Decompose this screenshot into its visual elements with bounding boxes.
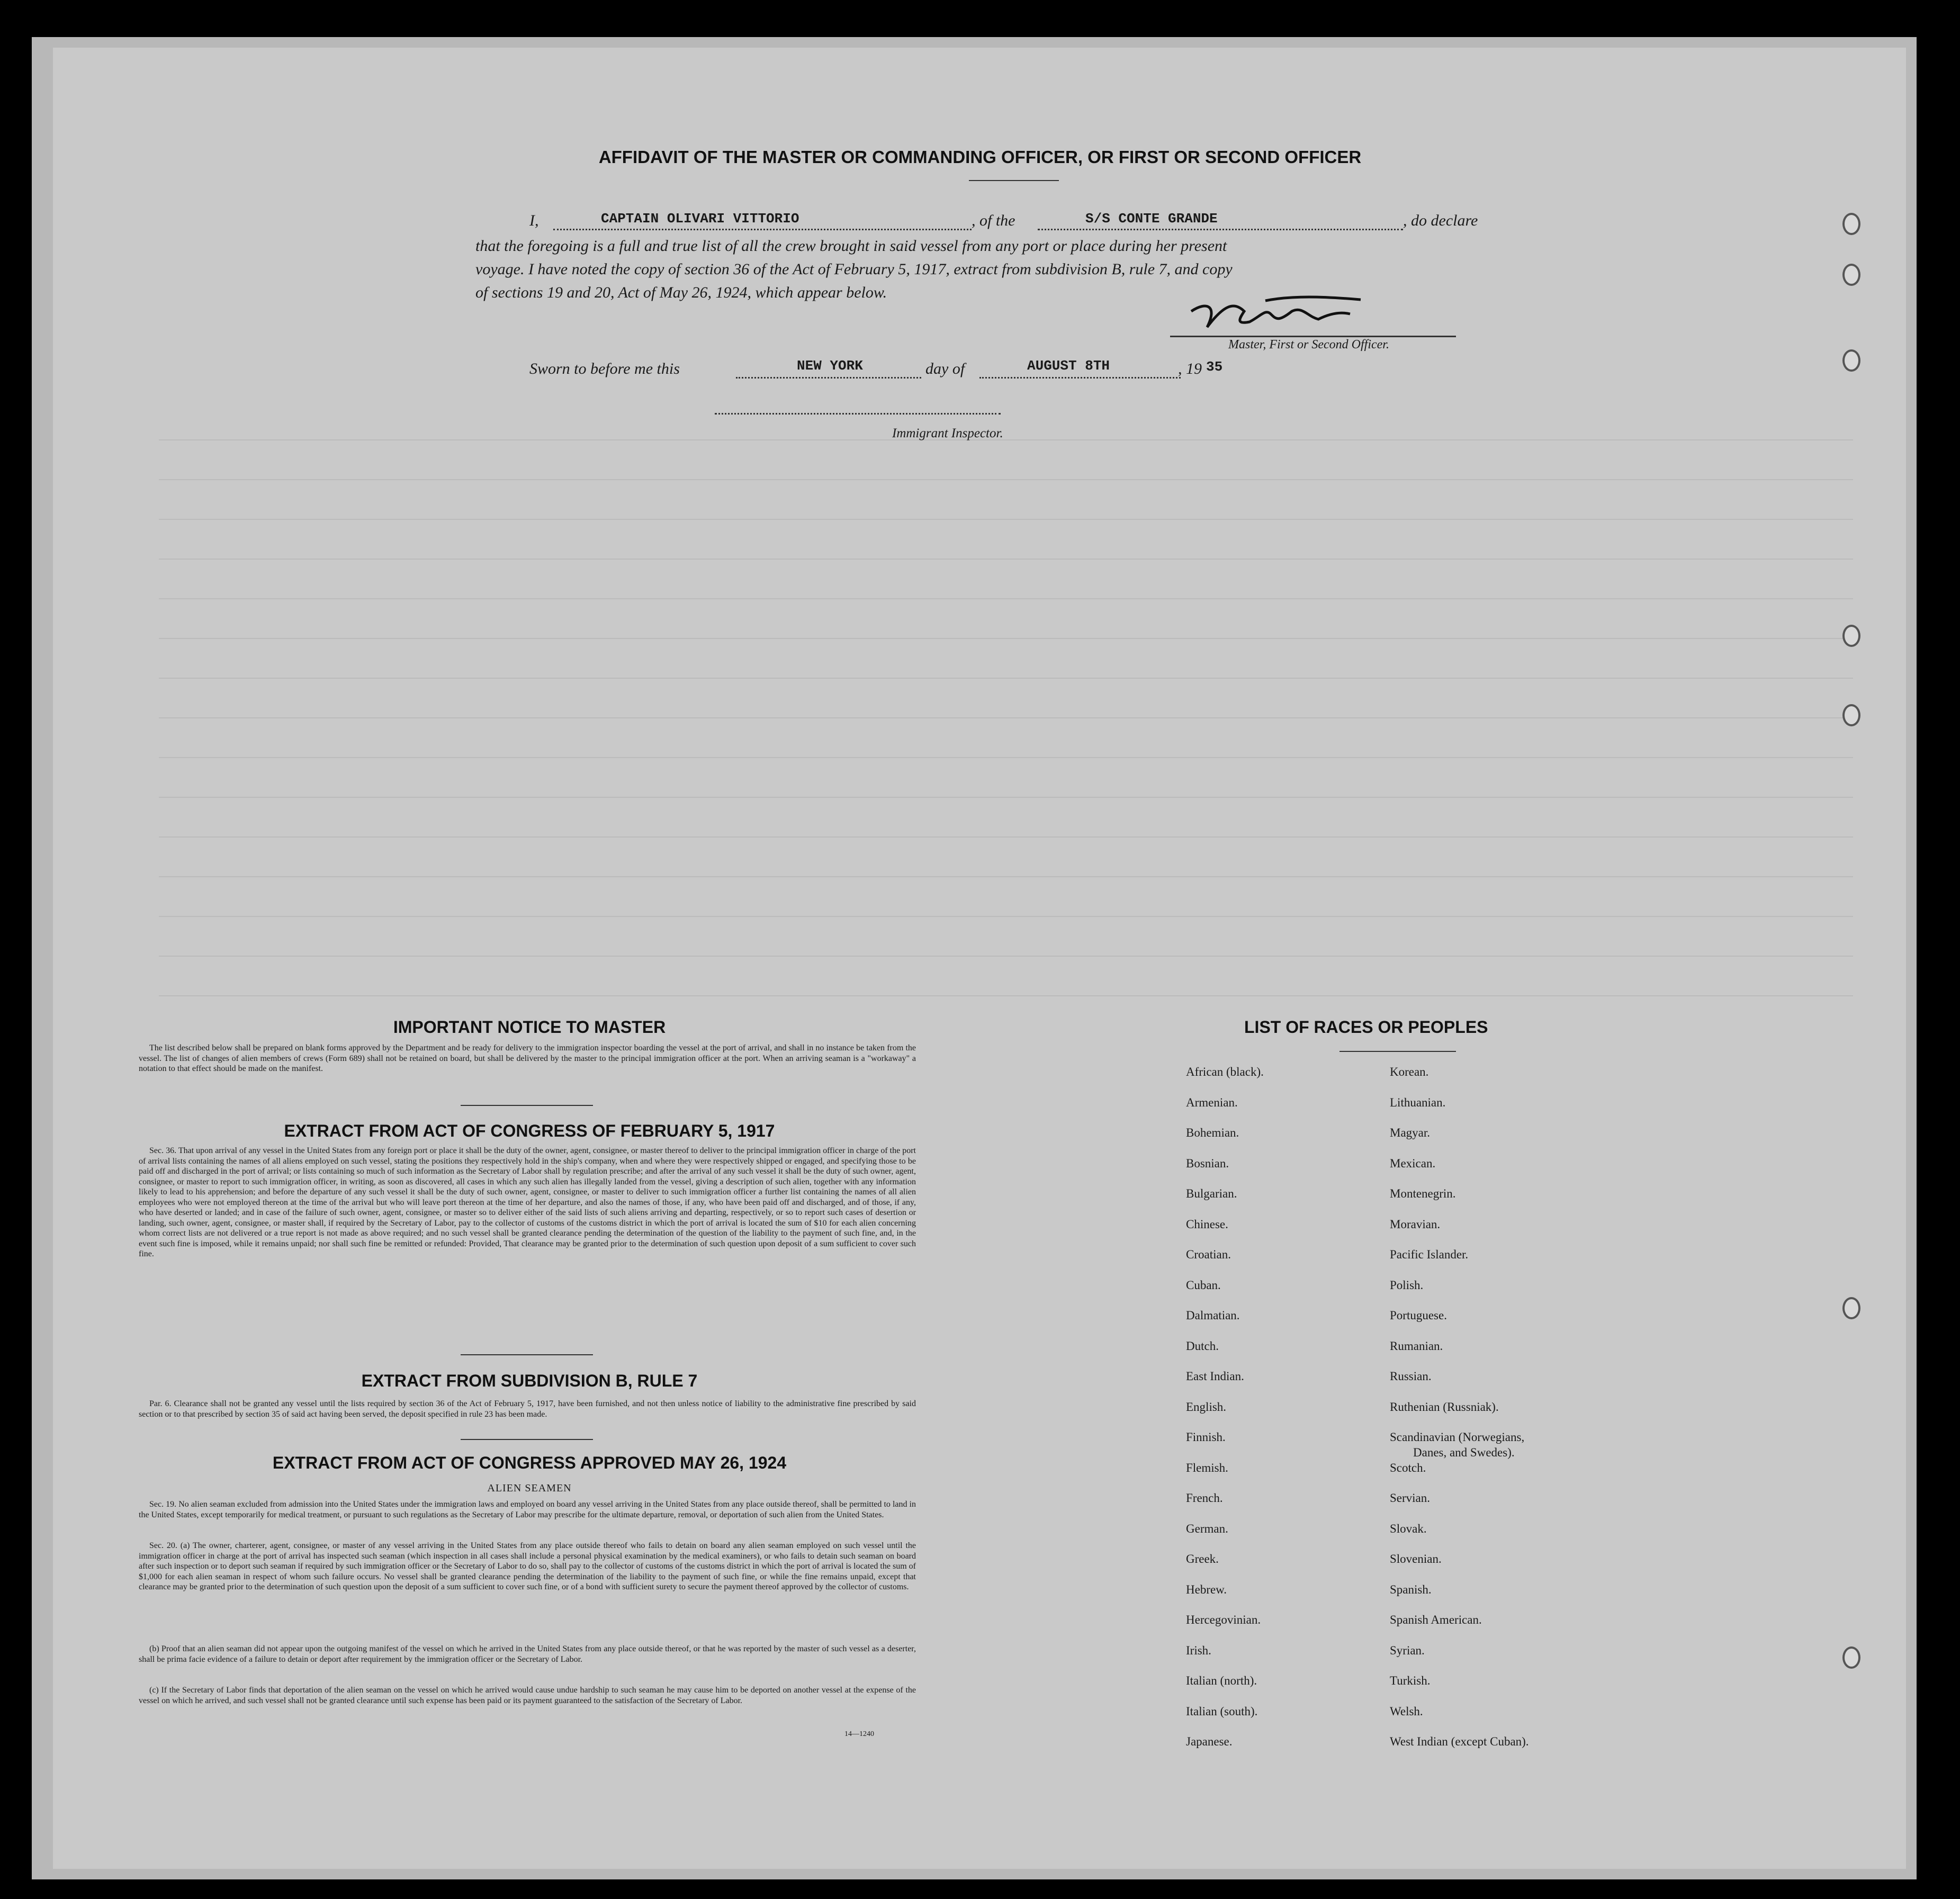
inspector-signature-line — [715, 413, 1001, 415]
binder-hole — [1842, 264, 1860, 286]
affidavit-line-3: voyage. I have noted the copy of section 36 of the Act of February 5, 1917, extract from subdivision B, rule 7, and copy — [475, 260, 1233, 278]
sworn-place-line — [736, 377, 921, 379]
notice-title: IMPORTANT NOTICE TO MASTER — [393, 1018, 666, 1037]
race-item: Moravian. — [1390, 1217, 1441, 1231]
race-item: Korean. — [1390, 1065, 1429, 1078]
vessel-name: S/S CONTE GRANDE — [1085, 211, 1218, 227]
declare-label: , do declare — [1403, 212, 1478, 229]
race-item: Armenian. — [1186, 1095, 1238, 1109]
race-item: Spanish American. — [1390, 1613, 1482, 1626]
notice-rule — [461, 1105, 593, 1106]
sworn-date-line — [979, 377, 1181, 379]
binder-hole — [1842, 704, 1860, 726]
race-item: Bosnian. — [1186, 1156, 1229, 1170]
race-item: Japanese. — [1186, 1735, 1233, 1748]
title-rule — [969, 180, 1059, 181]
race-item: Ruthenian (Russniak). — [1390, 1400, 1499, 1414]
of-the-label: , of the — [972, 212, 1015, 229]
affidavit-line-2: that the foregoing is a full and true list of all the crew brought in said vessel from any port or place during her present — [475, 237, 1227, 255]
extract-rule7-rule — [461, 1439, 593, 1440]
race-item: Irish. — [1186, 1643, 1211, 1657]
race-item: Portuguese. — [1390, 1309, 1447, 1322]
signature-line — [1170, 336, 1456, 337]
race-item: Magyar. — [1390, 1126, 1431, 1139]
binder-hole — [1842, 349, 1860, 372]
officer-name: CAPTAIN OLIVARI VITTORIO — [601, 211, 799, 227]
master-signature — [1186, 290, 1440, 343]
affidavit-i-label: I, — [529, 212, 539, 229]
race-item: Chinese. — [1186, 1217, 1228, 1231]
race-item: Finnish. — [1186, 1430, 1226, 1444]
race-item: Rumanian. — [1390, 1339, 1443, 1353]
extract-1924-subtitle: ALIEN SEAMEN — [487, 1482, 572, 1494]
extract-1924-sec20c: (c) If the Secretary of Labor finds that deportation of the alien seaman on the vessel on which he arrived would cause undue hardship to such seaman he may cause him to be deported on another vessel at the expense of the vessel on which he arrived, and such vessel shall not be granted clearance until such expense has been paid or its payment guaranteed to the satisfaction of the Secretary of Labor. — [139, 1686, 916, 1705]
race-item: Flemish. — [1186, 1461, 1228, 1474]
race-item: English. — [1186, 1400, 1227, 1414]
race-item: Italian (south). — [1186, 1704, 1258, 1718]
form-number: 14—1240 — [844, 1730, 874, 1738]
extract-1924-sec19: Sec. 19. No alien seaman excluded from admission into the United States under the immigration laws and employed on board any vessel arriving in the United States from any place outside thereof, shall be permitted to land in the United States, except temporarily for medical treatment, or pursuant to such regulations as the Secretary of Labor may prescribe for the ultimate departure, removal, or deportation of such alien from the United States. — [139, 1500, 916, 1519]
race-item: Lithuanian. — [1390, 1095, 1446, 1109]
race-item: Mexican. — [1390, 1156, 1436, 1170]
race-item: Montenegrin. — [1390, 1187, 1456, 1200]
race-item: Dalmatian. — [1186, 1309, 1240, 1322]
race-item: Spanish. — [1390, 1582, 1432, 1596]
extract-1924-sec20b: (b) Proof that an alien seaman did not appear upon the outgoing manifest of the vessel on which he arrived in the United States from any place outside thereof, or that he was reported by the master of such vessel as a deserter, shall be prima facie evidence of a failure to detain or deport after requirement by the immigration officer or the Secretary of Labor. — [139, 1644, 916, 1664]
extract-1917-text: Sec. 36. That upon arrival of any vessel in the United States from any foreign port or place it shall be the duty of the owner, agent, consignee, or master thereof to deliver to the principal immigration officer in charge of the port of arrival lists containing the names of all aliens employed on such vessel, stating the positions they respectively hold in the ship's company, when and where they were respectively shipped or engaged, and specifying those to be paid off and discharged in the port of arrival; or lists containing so much of such information as the Secretary of Labor shall by regulation prescribe; and after the arrival of any such vessel it shall be the duty of such owner, agent, consignee, or master to report to such immigration officer, in writing, as soon as discovered, all cases in which any such alien has illegally landed from the vessel, giving a description of such alien, together with any information likely to lead to his apprehension; and before the departure of any such vessel it shall be the duty of such owner, agent, consignee, or master to deliver to such immigration officer a further list containing the names of all alien employees who were not employed thereon at the time of the arrival but who will leave port thereon at the time of her departure, and also the names of those, if any, who have been paid off and discharged, and of those, if any, who have deserted or landed; and in case of the failure of such owner, agent, consignee, or master so to deliver either of the said lists of such aliens arriving and departing, respectively, or so to report such cases of desertion or landing, such owner, agent, consignee, or master shall, if required by the Secretary of Labor, pay to the collector of customs of the customs district in which the port of arrival is located the sum of $10 for each alien concerning whom correct lists are not delivered or a true report is not made as above required; and no such vessel shall be granted clearance pending the determination of the question of the liability to the payment of such fine, and, in the event such fine is imposed, while it remains unpaid; nor shall such fine be remitted or refunded: Provided, That clearance may be granted prior to the determination of such question upon deposit of a sum sufficient to cover such fine. — [139, 1146, 916, 1258]
race-item: Scotch. — [1390, 1461, 1426, 1474]
extract-1917-title: EXTRACT FROM ACT OF CONGRESS OF FEBRUARY 5, 1917 — [284, 1121, 775, 1140]
race-item: West Indian (except Cuban). — [1390, 1735, 1529, 1748]
sworn-place: NEW YORK — [797, 358, 863, 374]
race-item: Italian (north). — [1186, 1674, 1257, 1687]
extract-1917-rule — [461, 1354, 593, 1355]
race-item: Polish. — [1390, 1278, 1424, 1292]
race-item: Slovenian. — [1390, 1552, 1442, 1565]
sworn-date: AUGUST 8TH — [1027, 358, 1110, 374]
race-item: Cuban. — [1186, 1278, 1221, 1292]
binder-hole — [1842, 213, 1860, 235]
binder-hole — [1842, 1297, 1860, 1319]
race-item: East Indian. — [1186, 1370, 1244, 1383]
race-item: Croatian. — [1186, 1248, 1231, 1261]
race-item: Welsh. — [1390, 1704, 1423, 1718]
race-item: Bulgarian. — [1186, 1187, 1237, 1200]
extract-1924-sec20a: Sec. 20. (a) The owner, charterer, agent, consignee, or master of any vessel arriving in the United States from any place outside thereof who fails to detain on board any alien seaman employed on such vessel until the immigration officer in charge at the port of arrival has inspected such seaman (which inspection in all cases shall include a personal physical examination by the medical examiners), or who fails to detain such seaman on board after such inspection or to deport such seaman if required by such immigration officer or the Secretary of Labor to do so, shall pay to the collector of customs of the customs district in which the port of arrival is located the sum of $1,000 for each alien seaman in respect of whom such failure occurs. No vessel shall be granted clearance pending the determination of the liability to the payment of such fine, or while the fine remains unpaid, except that clearance may be granted prior to the determination of such question upon the deposit of a sum sufficient to cover such fine, or of a bond with sufficient surety to secure the payment thereof approved by the collector of customs. — [139, 1541, 916, 1591]
race-item: Hercegovinian. — [1186, 1613, 1261, 1626]
races-title: LIST OF RACES OR PEOPLES — [1244, 1018, 1488, 1037]
extract-rule7-title: EXTRACT FROM SUBDIVISION B, RULE 7 — [361, 1371, 698, 1390]
day-of-label: day of — [925, 360, 965, 377]
affidavit-title: AFFIDAVIT OF THE MASTER OR COMMANDING OFFICER, OR FIRST OR SECOND OFFICER — [598, 147, 1362, 167]
race-item: African (black). — [1186, 1065, 1264, 1078]
officer-name-line — [553, 229, 972, 230]
race-item: Dutch. — [1186, 1339, 1219, 1353]
race-item: Hebrew. — [1186, 1582, 1227, 1596]
races-rule — [1339, 1051, 1456, 1052]
race-item: Danes, and Swedes). — [1413, 1445, 1515, 1459]
race-item: Turkish. — [1390, 1674, 1431, 1687]
manifest-page — [53, 48, 1906, 1869]
binder-hole — [1842, 1646, 1860, 1669]
extract-1924-title: EXTRACT FROM ACT OF CONGRESS APPROVED MAY 26, 1924 — [272, 1453, 787, 1472]
race-item: Scandinavian (Norwegians, — [1390, 1430, 1525, 1444]
notice-text: The list described below shall be prepared on blank forms approved by the Department and be ready for delivery to the immigration inspector boarding the vessel at the port of arrival, and shall in no instance be taken from the vessel. The list of changes of alien members of crews (Form 689) shall not be retained on board, but shall be delivered by the master to the principal immigration officer at the port. When an arriving seaman is a "workaway" a notation to that effect should be made on the manifest. — [139, 1043, 916, 1073]
binder-hole — [1842, 625, 1860, 647]
race-item: German. — [1186, 1522, 1228, 1535]
year-prefix: , 19 — [1178, 360, 1202, 377]
race-item: Servian. — [1390, 1491, 1431, 1505]
vessel-name-line — [1038, 229, 1403, 230]
race-item: Russian. — [1390, 1370, 1432, 1383]
race-item: Greek. — [1186, 1552, 1219, 1565]
race-item: Bohemian. — [1186, 1126, 1239, 1139]
extract-rule7-text: Par. 6. Clearance shall not be granted any vessel until the lists required by section 36 of the Act of February 5, 1917, have been furnished, and not then unless notice of liability to the administrative fine prescribed by said section or to that prescribed by section 35 of said act having been served, the deposit specified in rule 23 has been made. — [139, 1399, 916, 1419]
affidavit-line-4: of sections 19 and 20, Act of May 26, 1924, which appear below. — [475, 284, 887, 301]
sworn-label: Sworn to before me this — [529, 360, 680, 377]
inspector-caption: Immigrant Inspector. — [892, 426, 1003, 440]
race-item: Syrian. — [1390, 1643, 1425, 1657]
race-item: French. — [1186, 1491, 1223, 1505]
signature-caption: Master, First or Second Officer. — [1228, 338, 1389, 352]
race-item: Slovak. — [1390, 1522, 1427, 1535]
race-item: Pacific Islander. — [1390, 1248, 1469, 1261]
sworn-year: 35 — [1206, 359, 1223, 375]
